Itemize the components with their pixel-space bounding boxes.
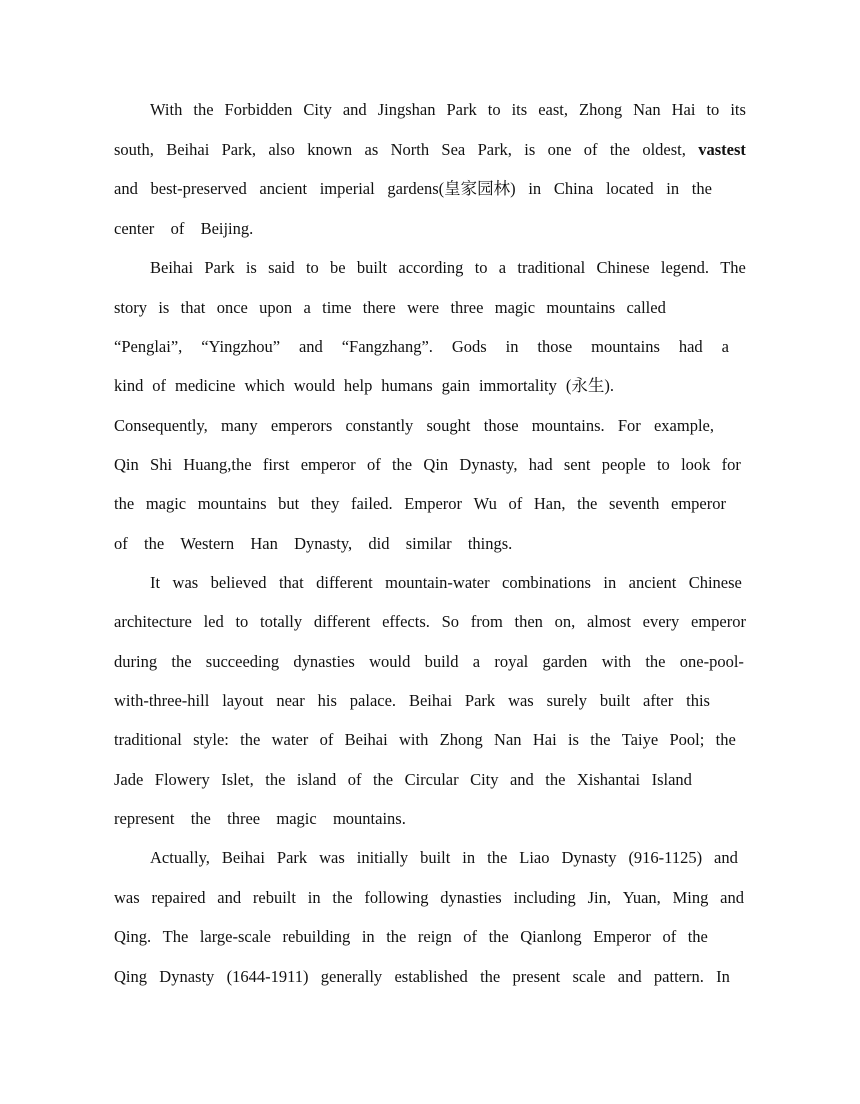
word: “Fangzhang”.: [341, 337, 433, 356]
word: were: [407, 298, 440, 317]
word: (永生).: [565, 376, 614, 395]
word: constantly: [345, 416, 414, 435]
word: led: [203, 612, 224, 631]
word: the: [240, 730, 261, 749]
word: almost: [586, 612, 631, 631]
word: and: [720, 888, 744, 907]
word: the: [645, 652, 666, 671]
word: Han: [250, 534, 278, 553]
word: seventh: [608, 494, 660, 513]
word: believed: [210, 573, 267, 592]
word: oldest,: [642, 140, 686, 159]
word: royal: [494, 652, 529, 671]
paragraph-2-line-4: [114, 374, 614, 398]
word: Park,: [221, 140, 256, 159]
word: the: [590, 730, 611, 749]
word: gain: [441, 376, 471, 395]
word: best-preserved: [150, 179, 247, 198]
word: the: [372, 770, 394, 789]
word: that: [180, 298, 206, 317]
word: to: [235, 612, 249, 631]
word: Jingshan: [377, 100, 436, 119]
word: Beijing.: [200, 219, 254, 238]
word: dynasties: [293, 652, 355, 671]
word: the: [715, 730, 736, 749]
word: a: [498, 258, 507, 277]
word: Dynasty,: [294, 534, 353, 553]
word: magic: [145, 494, 187, 513]
word: sought: [426, 416, 471, 435]
word: a: [472, 652, 481, 671]
word: rebuilt: [252, 888, 296, 907]
word: to: [706, 100, 720, 119]
word: of: [583, 140, 598, 159]
word: those: [483, 416, 519, 435]
word: established: [394, 967, 468, 986]
word: China: [553, 179, 594, 198]
word: of: [152, 376, 167, 395]
word: the: [114, 494, 135, 513]
word: initially: [356, 848, 409, 867]
word: a: [721, 337, 729, 356]
word: time: [322, 298, 352, 317]
word: Circular: [404, 770, 459, 789]
word: in: [528, 179, 542, 198]
paragraph-1-line-2: [114, 138, 746, 162]
word: three: [227, 809, 261, 828]
word: Forbidden: [224, 100, 293, 119]
word: on,: [554, 612, 576, 631]
word: one-pool-: [679, 652, 744, 671]
word: mountains.: [531, 416, 605, 435]
word: Jin,: [587, 888, 611, 907]
word: one: [547, 140, 572, 159]
word: emperor: [691, 612, 746, 631]
word: the: [609, 140, 631, 159]
word: with: [601, 652, 632, 671]
word: magic: [494, 298, 536, 317]
word: With: [150, 100, 183, 119]
word: Western: [180, 534, 235, 553]
word: Beihai: [408, 691, 453, 710]
word: help: [343, 376, 373, 395]
word: be: [330, 258, 346, 277]
word: Taiye: [621, 730, 659, 749]
word: succeeding: [205, 652, 280, 671]
word: Park: [204, 258, 235, 277]
word: traditional: [114, 730, 182, 749]
word: and: [298, 337, 323, 356]
word: including: [513, 888, 576, 907]
word: look: [681, 455, 711, 474]
word: build: [424, 652, 459, 671]
paragraph-2-line-3: [114, 335, 729, 359]
paragraph-3-line-2: [114, 610, 746, 634]
word: pattern.: [653, 967, 704, 986]
word: garden: [542, 652, 588, 671]
paragraph-1-line-3: [114, 177, 712, 201]
word: Park: [464, 691, 496, 710]
word: was: [319, 848, 345, 867]
word: Chinese: [596, 258, 650, 277]
paragraph-3-line-3: [114, 650, 744, 674]
word: “Penglai”,: [114, 337, 183, 356]
word: following: [364, 888, 429, 907]
word: Shi: [150, 455, 173, 474]
word: Dynasty,: [459, 455, 518, 474]
word: different: [313, 612, 371, 631]
word: So: [441, 612, 460, 631]
paragraph-2-line-1: [150, 256, 746, 280]
word: dynasties: [440, 888, 502, 907]
word: In: [716, 967, 730, 986]
word: with-three-hill: [114, 691, 210, 710]
word: Nan: [633, 100, 661, 119]
word: Jade: [114, 770, 144, 789]
word: The: [720, 258, 746, 277]
word: effects.: [382, 612, 430, 631]
word: Xishantai: [576, 770, 641, 789]
word: Beihai: [344, 730, 388, 749]
word: Liao: [519, 848, 550, 867]
word: kind: [114, 376, 144, 395]
word: had: [678, 337, 703, 356]
word: Island: [651, 770, 692, 789]
word: (1644-1911): [226, 967, 309, 986]
paragraph-1-line-1: [150, 98, 746, 122]
word: of: [662, 927, 677, 946]
word: of: [319, 730, 334, 749]
word: City: [470, 770, 499, 789]
word: traditional: [517, 258, 586, 277]
word: did: [368, 534, 390, 553]
word: of: [347, 770, 362, 789]
word: reign: [417, 927, 452, 946]
paragraph-4-line-4: [114, 965, 730, 989]
word: had: [528, 455, 553, 474]
paragraph-2-line-6: [114, 453, 741, 477]
word: Park,: [477, 140, 512, 159]
word: ancient: [259, 179, 308, 198]
word: of: [170, 219, 185, 238]
paragraph-2-line-5: [114, 414, 714, 438]
word: was: [172, 573, 199, 592]
word: said: [268, 258, 295, 277]
word: called: [626, 298, 666, 317]
word: those: [537, 337, 573, 356]
word: Qing: [114, 967, 147, 986]
word: For: [617, 416, 641, 435]
word: legend.: [660, 258, 709, 277]
word: is: [158, 298, 170, 317]
word: Pool;: [669, 730, 705, 749]
word: to: [305, 258, 319, 277]
word: which: [244, 376, 285, 395]
word: according: [398, 258, 464, 277]
word: known: [307, 140, 353, 159]
word: present: [512, 967, 561, 986]
paragraph-4-line-1: [150, 846, 738, 870]
word: emperor: [671, 494, 726, 513]
word: Hai: [671, 100, 696, 119]
word: was: [114, 888, 140, 907]
word: during: [114, 652, 158, 671]
word: imperial: [319, 179, 375, 198]
word: Park: [446, 100, 477, 119]
word: and: [217, 888, 242, 907]
word: there: [362, 298, 396, 317]
word: Flowery: [154, 770, 210, 789]
word: located: [605, 179, 654, 198]
word: ancient: [628, 573, 677, 592]
word: Wu: [473, 494, 497, 513]
word: of: [463, 927, 478, 946]
word: Qing.: [114, 927, 152, 946]
word: Qin: [423, 455, 449, 474]
word: story: [114, 298, 147, 317]
word: the: [391, 455, 413, 474]
word: generally: [320, 967, 383, 986]
word: example,: [653, 416, 714, 435]
word: Beihai: [221, 848, 265, 867]
word: sent: [563, 455, 591, 474]
word: in: [361, 927, 375, 946]
word: in: [603, 573, 617, 592]
word: Nan: [494, 730, 522, 749]
word: and: [114, 179, 138, 198]
word: in: [505, 337, 519, 356]
word: would: [293, 376, 335, 395]
word: near: [276, 691, 305, 710]
word: and: [617, 967, 642, 986]
word: his: [317, 691, 337, 710]
word: surely: [546, 691, 587, 710]
word: in: [666, 179, 680, 198]
paragraph-4-line-3: [114, 925, 708, 949]
paragraph-2-line-2: [114, 296, 666, 320]
word: the: [386, 927, 407, 946]
word: mountains: [591, 337, 660, 356]
word: a: [303, 298, 311, 317]
paragraph-2-line-7: [114, 492, 726, 516]
word: Emperor: [404, 494, 463, 513]
word: mountains: [546, 298, 616, 317]
word: every: [642, 612, 680, 631]
word: Hai: [532, 730, 557, 749]
word: water: [271, 730, 309, 749]
word: Dynasty: [159, 967, 215, 986]
word: this: [686, 691, 710, 710]
word: the: [480, 967, 501, 986]
word: The: [162, 927, 189, 946]
word: the: [265, 770, 286, 789]
word: the: [577, 494, 598, 513]
word: they: [310, 494, 340, 513]
word: was: [508, 691, 534, 710]
word: medicine: [175, 376, 236, 395]
word: its: [730, 100, 746, 119]
word: the: [545, 770, 566, 789]
word: Park: [276, 848, 308, 867]
word: things.: [467, 534, 513, 553]
word: the: [193, 100, 214, 119]
word: built: [356, 258, 388, 277]
word: would: [369, 652, 411, 671]
word: after: [643, 691, 674, 710]
word: and: [714, 848, 738, 867]
word: many: [221, 416, 258, 435]
word: the: [487, 848, 508, 867]
word: large-scale: [199, 927, 271, 946]
word: that: [278, 573, 304, 592]
word: “Yingzhou”: [201, 337, 281, 356]
word: also: [268, 140, 295, 159]
word: in: [307, 888, 321, 907]
word: North: [390, 140, 430, 159]
word: mountain-water: [385, 573, 490, 592]
word: is: [524, 140, 536, 159]
word: Yuan,: [622, 888, 661, 907]
word: totally: [259, 612, 303, 631]
word: to: [487, 100, 501, 119]
paragraph-1-line-4: [114, 217, 253, 241]
word: similar: [405, 534, 452, 553]
word: the: [144, 534, 165, 553]
word: built: [420, 848, 451, 867]
word: Ming: [672, 888, 709, 907]
word: in: [462, 848, 476, 867]
word: style:: [193, 730, 229, 749]
word: Huang,the: [183, 455, 252, 474]
word: of: [366, 455, 381, 474]
word: for: [721, 455, 741, 474]
word: Beihai: [150, 258, 194, 277]
word: mountains.: [332, 809, 406, 828]
paragraph-3-line-7: [114, 807, 406, 831]
word: Chinese: [688, 573, 742, 592]
word: City: [303, 100, 332, 119]
word: Consequently,: [114, 416, 208, 435]
paragraph-3-line-5: [114, 728, 736, 752]
word: Actually,: [150, 848, 210, 867]
word: magic: [276, 809, 317, 828]
word: and: [509, 770, 534, 789]
word: of: [114, 534, 128, 553]
word: emperors: [270, 416, 333, 435]
word: immortality: [478, 376, 557, 395]
paragraph-4-line-2: [114, 886, 744, 910]
word: failed.: [350, 494, 393, 513]
paragraph-3-line-4: [114, 689, 710, 713]
bold-word: vastest: [698, 140, 746, 159]
word: east,: [538, 100, 568, 119]
paragraph-3-line-1: [150, 571, 742, 595]
word: first: [262, 455, 290, 474]
word: It: [150, 573, 161, 592]
word: of: [508, 494, 523, 513]
word: island: [296, 770, 337, 789]
word: Beihai: [166, 140, 210, 159]
word: rebuilding: [282, 927, 351, 946]
word: the: [691, 179, 712, 198]
word: combinations: [502, 573, 591, 592]
word: gardens(皇家园林): [387, 179, 516, 198]
word: palace.: [349, 691, 397, 710]
word: Zhong: [439, 730, 483, 749]
paragraph-3-line-6: [114, 768, 692, 792]
word: but: [278, 494, 300, 513]
word: Qin: [114, 455, 139, 474]
word: repaired: [151, 888, 206, 907]
word: people: [601, 455, 646, 474]
word: south,: [114, 140, 154, 159]
word: the: [332, 888, 353, 907]
word: is: [567, 730, 579, 749]
word: represent: [114, 809, 175, 828]
word: the: [687, 927, 708, 946]
word: then: [514, 612, 543, 631]
word: to: [474, 258, 488, 277]
word: different: [316, 573, 373, 592]
word: emperor: [300, 455, 356, 474]
word: the: [171, 652, 192, 671]
word: Emperor: [593, 927, 651, 946]
word: once: [216, 298, 248, 317]
word: humans: [381, 376, 433, 395]
word: the: [190, 809, 211, 828]
word: upon: [259, 298, 293, 317]
word: Han,: [533, 494, 566, 513]
word: and: [342, 100, 367, 119]
word: the: [488, 927, 509, 946]
word: scale: [572, 967, 606, 986]
word: Islet,: [221, 770, 254, 789]
word: built: [599, 691, 631, 710]
word: Qianlong: [520, 927, 582, 946]
word: is: [245, 258, 257, 277]
paragraph-2-line-8: [114, 532, 512, 556]
word: mountains: [197, 494, 267, 513]
word: layout: [222, 691, 264, 710]
word: to: [656, 455, 670, 474]
word: architecture: [114, 612, 192, 631]
word: with: [399, 730, 429, 749]
word: three: [450, 298, 484, 317]
word: Sea: [441, 140, 466, 159]
word: from: [470, 612, 503, 631]
word: (916-1125): [628, 848, 703, 867]
word: Zhong: [579, 100, 623, 119]
word: as: [364, 140, 379, 159]
word: Gods: [451, 337, 487, 356]
word: its: [511, 100, 528, 119]
word: Dynasty: [561, 848, 617, 867]
word: center: [114, 219, 155, 238]
